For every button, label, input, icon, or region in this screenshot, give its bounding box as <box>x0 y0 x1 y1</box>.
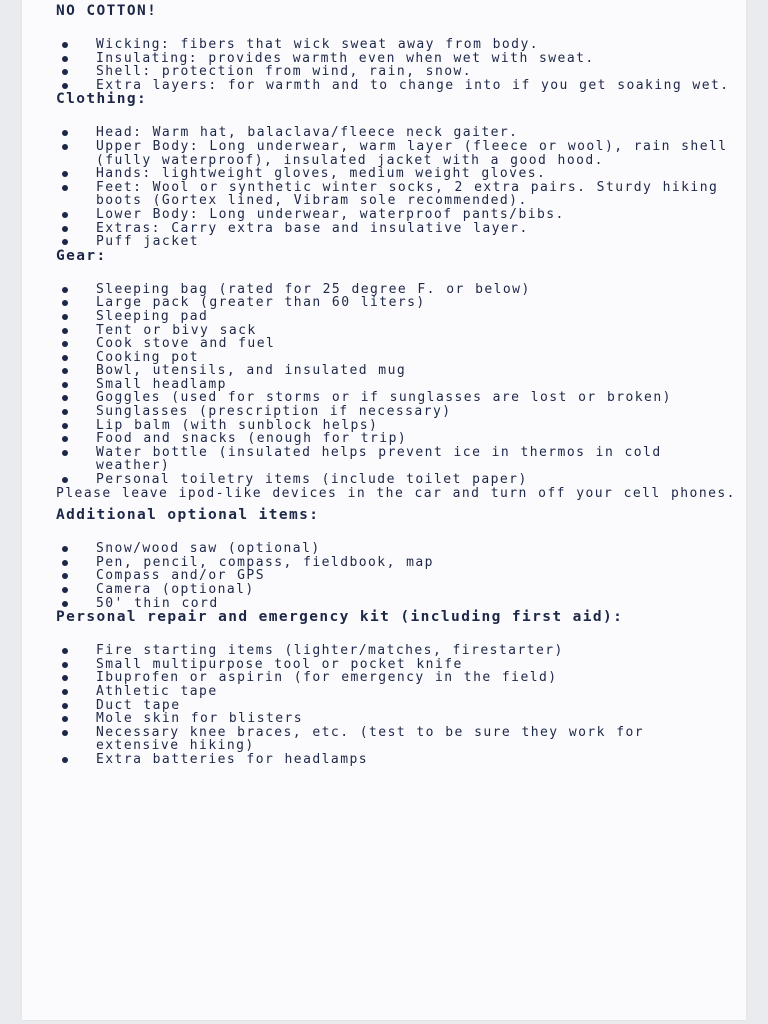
bullet-icon <box>62 355 68 361</box>
list-item: 50' thin cord <box>56 597 736 611</box>
list-item: Athletic tape <box>56 685 736 699</box>
list-item: Sleeping bag (rated for 25 degree F. or below) <box>56 283 736 297</box>
bullet-icon <box>62 689 68 695</box>
bullet-icon <box>62 423 68 429</box>
list-item: Food and snacks (enough for trip) <box>56 432 736 446</box>
list-item: Compass and/or GPS <box>56 569 736 583</box>
bullet-icon <box>62 171 68 177</box>
list-gear <box>56 283 736 487</box>
bullet-icon <box>62 226 68 232</box>
bullet-icon <box>62 662 68 668</box>
document-content <box>56 4 736 767</box>
list-item: Feet: Wool or synthetic winter socks, 2 extra pairs. Sturdy hiking boots (Gortex lined, Vibram sole recommended). <box>56 181 736 208</box>
section-heading-gear: Gear: <box>56 247 107 264</box>
list-item: Puff jacket <box>56 235 736 249</box>
list-optional-items <box>56 542 736 610</box>
section-heading-emergency-kit: Personal repair and emergency kit (including first aid): <box>56 609 624 626</box>
list-item: Cooking pot <box>56 351 736 365</box>
list-item: Goggles (used for storms or if sunglasses are lost or broken) <box>56 391 736 405</box>
bullet-icon <box>62 477 68 483</box>
bullet-icon <box>62 368 68 374</box>
bullet-icon <box>62 287 68 293</box>
list-item: Hands: lightweight gloves, medium weight gloves. <box>56 167 736 181</box>
bullet-icon <box>62 69 68 75</box>
bullet-icon <box>62 382 68 388</box>
list-item: Small headlamp <box>56 378 736 392</box>
bullet-icon <box>62 757 68 763</box>
bullet-icon <box>62 328 68 334</box>
bullet-icon <box>62 239 68 245</box>
bullet-icon <box>62 648 68 654</box>
bullet-icon <box>62 450 68 456</box>
bullet-icon <box>62 341 68 347</box>
list-item: Small multipurpose tool or pocket knife <box>56 658 736 672</box>
bullet-icon <box>62 395 68 401</box>
list-item: Bowl, utensils, and insulated mug <box>56 364 736 378</box>
list-clothing <box>56 126 736 248</box>
bullet-icon <box>62 83 68 89</box>
list-item: Water bottle (insulated helps prevent ice in thermos in cold weather) <box>56 446 736 473</box>
list-item: Fire starting items (lighter/matches, firestarter) <box>56 644 736 658</box>
bullet-icon <box>62 144 68 150</box>
list-item: Lip balm (with sunblock helps) <box>56 419 736 433</box>
bullet-icon <box>62 314 68 320</box>
list-item: Shell: protection from wind, rain, snow. <box>56 65 736 79</box>
bullet-icon <box>62 130 68 136</box>
list-item: Large pack (greater than 60 liters) <box>56 296 736 310</box>
list-item: Extra batteries for headlamps <box>56 753 736 767</box>
list-item: Tent or bivy sack <box>56 324 736 338</box>
document-page <box>22 0 746 1020</box>
list-item: Duct tape <box>56 699 736 713</box>
bullet-icon <box>62 185 68 191</box>
list-item: Upper Body: Long underwear, warm layer (fleece or wool), rain shell (fully waterproof), insulated jacket with a good hood. <box>56 140 736 167</box>
bullet-icon <box>62 573 68 579</box>
list-item: Mole skin for blisters <box>56 712 736 726</box>
list-emergency-kit <box>56 644 736 766</box>
bullet-icon <box>62 212 68 218</box>
devices-note: Please leave ipod-like devices in the car and turn off your cell phones. <box>56 485 736 501</box>
bullet-icon <box>62 546 68 552</box>
bullet-icon <box>62 42 68 48</box>
list-item: Necessary knee braces, etc. (test to be sure they work for extensive hiking) <box>56 726 736 753</box>
section-heading-no-cotton: NO COTTON! <box>56 3 158 19</box>
list-item: Extra layers: for warmth and to change into if you get soaking wet. <box>56 79 736 93</box>
list-item: Personal toiletry items (include toilet paper) <box>56 473 736 487</box>
bullet-icon <box>62 409 68 415</box>
list-item: Camera (optional) <box>56 583 736 597</box>
bullet-icon <box>62 560 68 566</box>
bullet-icon <box>62 730 68 736</box>
bullet-icon <box>62 436 68 442</box>
list-item: Insulating: provides warmth even when wet with sweat. <box>56 52 736 66</box>
list-item: Lower Body: Long underwear, waterproof pants/bibs. <box>56 208 736 222</box>
bullet-icon <box>62 601 68 607</box>
bullet-icon <box>62 675 68 681</box>
list-layering <box>56 38 736 92</box>
list-item: Sleeping pad <box>56 310 736 324</box>
list-item: Snow/wood saw (optional) <box>56 542 736 556</box>
section-heading-optional-items: Additional optional items: <box>56 507 320 524</box>
list-item: Cook stove and fuel <box>56 337 736 351</box>
bullet-icon <box>62 300 68 306</box>
list-item: Head: Warm hat, balaclava/fleece neck gaiter. <box>56 126 736 140</box>
list-item: Sunglasses (prescription if necessary) <box>56 405 736 419</box>
list-item: Wicking: fibers that wick sweat away from body. <box>56 38 736 52</box>
bullet-icon <box>62 716 68 722</box>
bullet-icon <box>62 703 68 709</box>
list-item: Ibuprofen or aspirin (for emergency in the field) <box>56 671 736 685</box>
list-item: Pen, pencil, compass, fieldbook, map <box>56 556 736 570</box>
list-item: Extras: Carry extra base and insulative layer. <box>56 222 736 236</box>
section-heading-clothing: Clothing: <box>56 91 148 108</box>
bullet-icon <box>62 56 68 62</box>
bullet-icon <box>62 587 68 593</box>
